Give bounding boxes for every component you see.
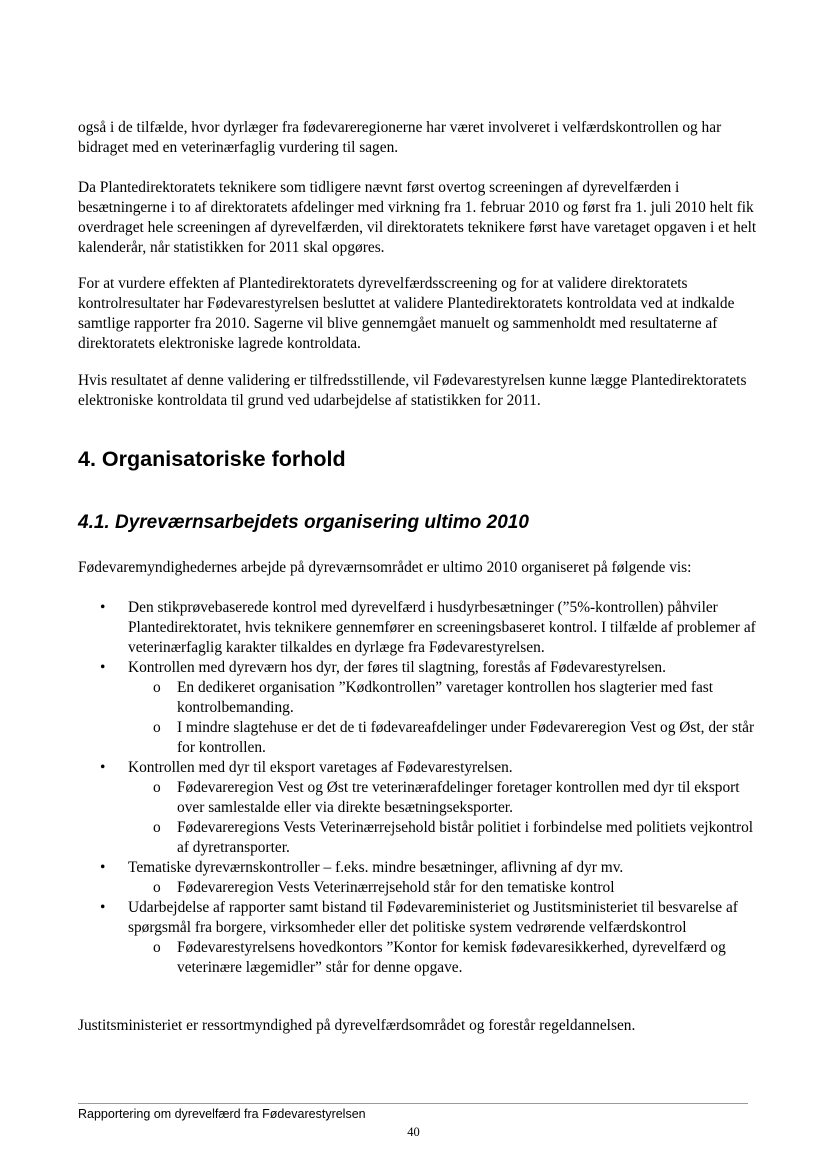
sub-list-item bbox=[78, 718, 758, 758]
list-item bbox=[78, 598, 758, 658]
list-item-text: Udarbejdelse af rapporter samt bistand til Fødevareministeriet og Justitsministeriet til besvarelse af spørgsmål fra borgere, virksomheder eller det politiske system vedrørende velfærdskontrol bbox=[128, 899, 738, 936]
bullet-icon: • bbox=[100, 599, 106, 616]
closing-paragraph: Justitsministeriet er ressortmyndighed på dyrevelfærdsområdet og forestår regeldannelsen. bbox=[78, 1017, 636, 1034]
sub-list bbox=[128, 938, 758, 978]
section-heading: 4. Organisatoriske forhold bbox=[78, 447, 346, 471]
intro-paragraph: Fødevaremyndighedernes arbejde på dyreværnsområdet er ultimo 2010 organiseret på følgende vis: bbox=[78, 559, 692, 576]
list-item-text: Den stikprøvebaserede kontrol med dyrevelfærd i husdyrbesætninger (”5%-kontrollen) påhviler Plantedirektoratet, hvis teknikere gennemfører en screeningsbaseret kontrol. I tilfælde af problemer af veterinærfaglig karakter tilkaldes en dyrlæge fra Fødevarestyrelsen. bbox=[128, 599, 756, 656]
bullet-icon: • bbox=[100, 859, 106, 876]
sub-list-item-text: Fødevareregions Vests Veterinærrejsehold bistår politiet i forbindelse med politiets vejkontrol af dyretransporter. bbox=[177, 819, 754, 856]
list-item-text: Kontrollen med dyreværn hos dyr, der føres til slagtning, forestås af Fødevarestyrelsen. bbox=[128, 659, 666, 676]
list-item bbox=[78, 658, 758, 758]
organisation-list bbox=[78, 598, 758, 978]
sub-list-item-text: I mindre slagtehuse er det de ti fødevareafdelinger under Fødevareregion Vest og Øst, der står for kontrollen. bbox=[177, 719, 755, 756]
sub-bullet-icon: o bbox=[153, 779, 161, 796]
list-item-text: Tematiske dyreværnskontroller – f.eks. mindre besætninger, aflivning af dyr mv. bbox=[128, 859, 624, 876]
footer-divider bbox=[78, 1103, 748, 1104]
list-item bbox=[78, 858, 758, 898]
sub-list bbox=[128, 878, 758, 898]
sub-list-item-text: Fødevareregion Vests Veterinærrejsehold står for den tematiske kontrol bbox=[177, 879, 615, 896]
sub-bullet-icon: o bbox=[153, 719, 161, 736]
sub-list-item-text: Fødevareregion Vest og Øst tre veterinærafdelinger foretager kontrollen med dyr til eksport over samlestalde eller via direkte besætningseksporter. bbox=[177, 779, 740, 816]
sub-list-item bbox=[78, 778, 758, 818]
sub-list-item bbox=[78, 878, 758, 898]
sub-list-item bbox=[78, 818, 758, 858]
sub-bullet-icon: o bbox=[153, 939, 161, 956]
sub-list bbox=[128, 778, 758, 858]
list-item-text: Kontrollen med dyr til eksport varetages af Fødevarestyrelsen. bbox=[128, 759, 513, 776]
paragraph-validation-result: Hvis resultatet af denne validering er tilfredsstillende, vil Fødevarestyrelsen kunne lægge Plantedirektoratets elektroniske kontroldata til grund ved udarbejdelse af statistikken for 2011. bbox=[78, 372, 747, 409]
sub-bullet-icon: o bbox=[153, 879, 161, 896]
sub-list-item bbox=[78, 678, 758, 718]
sub-list bbox=[128, 678, 758, 758]
sub-bullet-icon: o bbox=[153, 819, 161, 836]
sub-list-item-text: En dedikeret organisation ”Kødkontrollen” varetager kontrollen hos slagterier med fast kontrolbemanding. bbox=[177, 679, 714, 716]
sub-bullet-icon: o bbox=[153, 679, 161, 696]
subsection-heading: 4.1. Dyreværnsarbejdets organisering ultimo 2010 bbox=[78, 512, 529, 533]
paragraph-validation: For at vurdere effekten af Plantedirektoratets dyrevelfærdsscreening og for at validere direktoratets kontrolresultater har Fødevarestyrelsen besluttet at validere Plantedirektoratets kontroldata ved at indkalde samtlige rapporter fra 2010. Sagerne vil blive gennemgået manuelt og sammenholdt med resultaterne af direktoratets elektroniske lagrede kontroldata. bbox=[78, 275, 735, 352]
paragraph-screening-timeline: Da Plantedirektoratets teknikere som tidligere nævnt først overtog screeningen af dyrevelfærden i besætningerne i to af direktoratets afdelinger med virkning fra 1. februar 2010 og først fra 1. juli 2010 helt fik overdraget hele screeningen af dyrevelfærden, vil direktoratets teknikere først have varetaget opgaven i et helt kalenderår, når statistikken for 2011 skal opgøres. bbox=[78, 179, 757, 256]
footer-title: Rapportering om dyrevelfærd fra Fødevarestyrelsen bbox=[78, 1107, 366, 1121]
page-number: 40 bbox=[407, 1125, 420, 1139]
bullet-icon: • bbox=[100, 759, 106, 776]
bullet-icon: • bbox=[100, 899, 106, 916]
paragraph-continuation: også i de tilfælde, hvor dyrlæger fra fødevareregionerne har været involveret i velfærdskontrollen og har bidraget med en veterinærfaglig vurdering til sagen. bbox=[78, 119, 722, 156]
sub-list-item-text: Fødevarestyrelsens hovedkontors ”Kontor for kemisk fødevaresikkerhed, dyrevelfærd og veterinære lægemidler” står for denne opgave. bbox=[177, 939, 726, 976]
bullet-icon: • bbox=[100, 659, 106, 676]
list-item bbox=[78, 898, 758, 978]
list-item bbox=[78, 758, 758, 858]
sub-list-item bbox=[78, 938, 758, 978]
